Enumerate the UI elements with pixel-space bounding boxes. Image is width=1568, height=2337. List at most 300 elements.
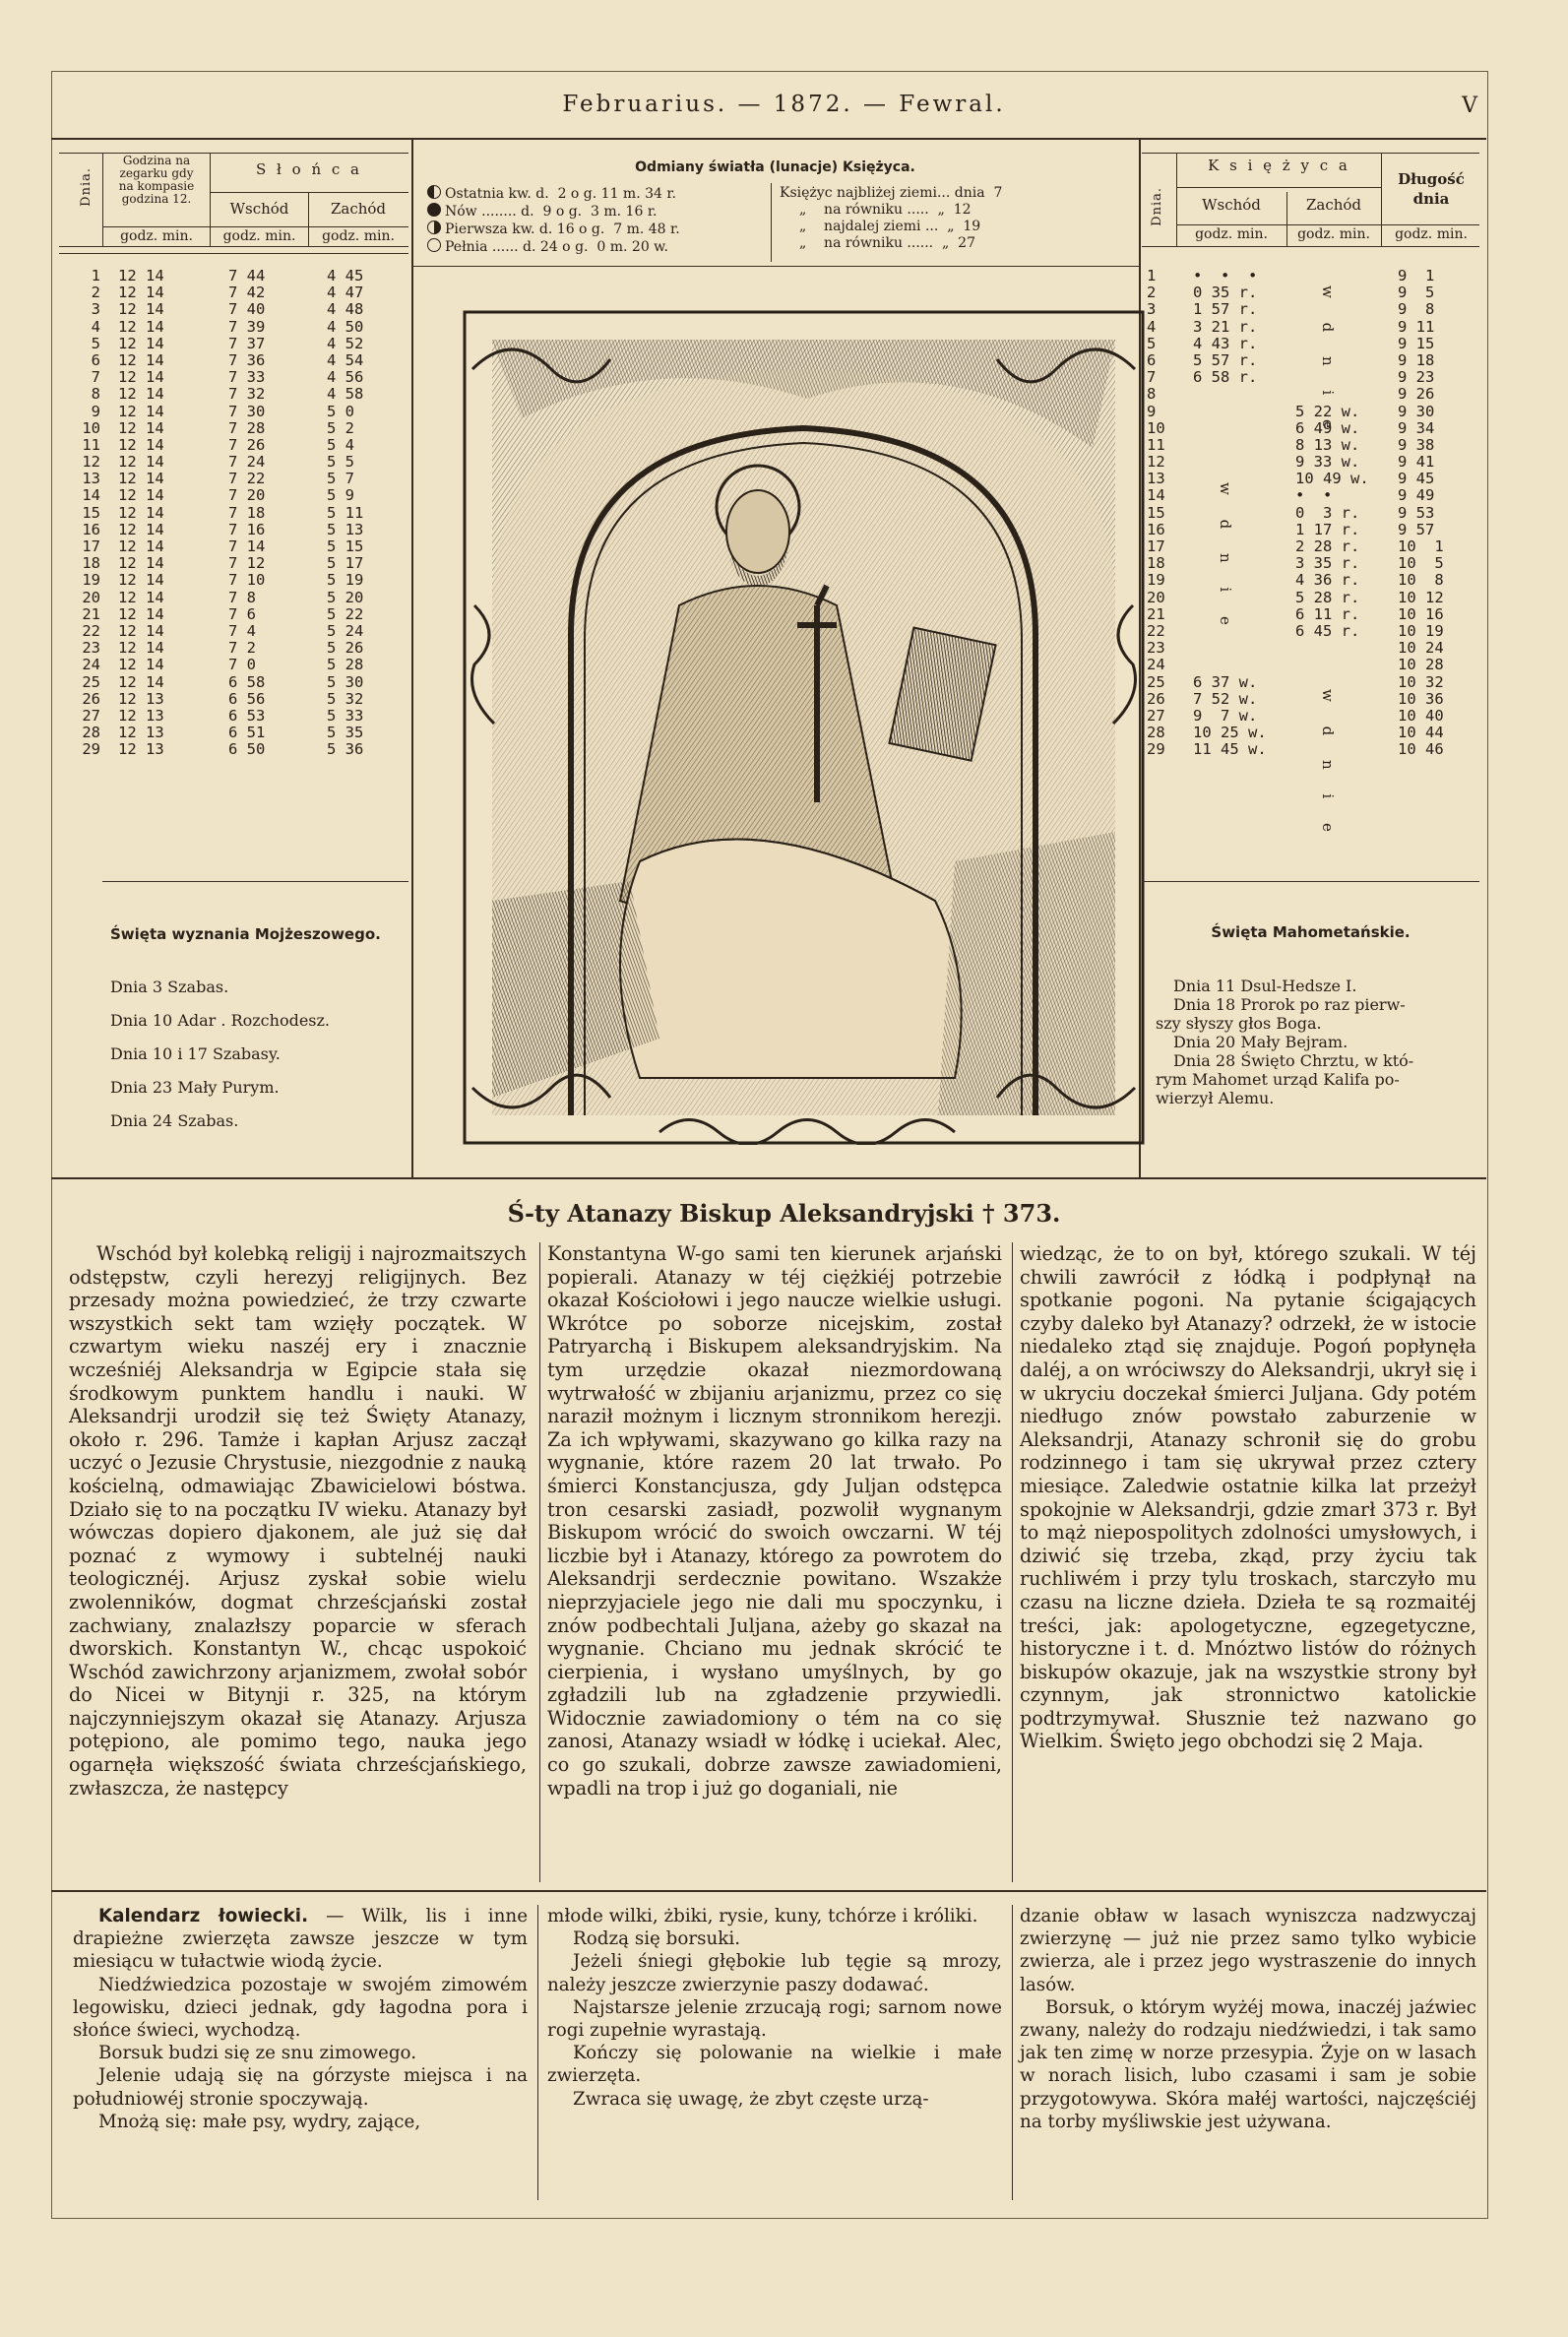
calendar-cell: 0 35 r.	[1193, 284, 1258, 302]
calendar-cell: 12	[82, 453, 100, 472]
calendar-cell	[1193, 555, 1282, 572]
calendar-cell: 4	[91, 317, 100, 336]
calendar-cell: 7	[91, 368, 100, 387]
calendar-cell: 16	[1147, 520, 1165, 538]
hunting-paragraph: Niedźwiedzica pozostaje w swojém zimowém legowisku, dzieci jednak, gdy łagodna pora i słońce świeci, wychodzą.	[73, 1974, 528, 2042]
calendar-cell: 6 11 r.	[1295, 604, 1360, 623]
calendar-cell: 3 35 r.	[1295, 554, 1360, 573]
lc-bottom-rule	[102, 881, 408, 882]
calendar-cell: 7 44	[228, 267, 266, 284]
calendar-cell: 12 13	[118, 689, 164, 708]
calendar-cell: 5 5	[327, 453, 354, 472]
calendar-cell: 5	[91, 334, 100, 352]
calendar-cell: 1 57 r.	[1193, 300, 1258, 319]
calendar-cell	[1295, 725, 1380, 741]
calendar-cell: 5 28	[327, 656, 364, 674]
lc-clock-column	[118, 268, 207, 758]
muslim-holiday: Dnia 20 Mały Bejram.	[1173, 1033, 1348, 1051]
calendar-cell: 28	[1147, 724, 1165, 742]
calendar-cell: 17	[1147, 537, 1165, 555]
calendar-cell: 20	[1147, 588, 1165, 606]
calendar-cell: 7 4	[228, 621, 256, 640]
calendar-cell: 7 39	[228, 317, 266, 336]
calendar-cell: 20	[82, 588, 100, 606]
calendar-cell: 12 14	[118, 300, 164, 319]
calendar-cell: 7 6	[228, 604, 256, 623]
calendar-cell	[1295, 268, 1380, 284]
calendar-cell: 13	[82, 470, 100, 488]
calendar-cell: 5 13	[327, 520, 364, 538]
calendar-cell: 6 58 r.	[1193, 368, 1258, 387]
moon-note: „ na równiku ..... „ 12	[799, 202, 972, 218]
rc-v3	[1381, 153, 1382, 246]
calendar-cell: 10 24	[1398, 639, 1444, 658]
calendar-cell: 21	[82, 604, 100, 623]
rc-length-header: Długość dnia	[1398, 170, 1465, 208]
calendar-cell: 5 19	[327, 571, 364, 590]
calendar-cell: 10 25 w.	[1193, 724, 1267, 742]
calendar-cell: 14	[82, 486, 100, 505]
moon-phase-new: Nów ........ d. 9 o g. 3 m. 16 r.	[427, 203, 680, 221]
muslim-holiday: wierzył Alemu.	[1156, 1089, 1275, 1107]
article-title: Ś-ty Atanazy Biskup Aleksandryjski † 373.	[507, 1199, 1061, 1228]
calendar-cell: 5 9	[327, 486, 354, 505]
calendar-cell	[1193, 640, 1282, 657]
calendar-cell: 7	[1147, 368, 1157, 387]
calendar-cell: 5 28 r.	[1295, 588, 1360, 606]
moon-note: „ najdalej ziemi ... „ 19	[799, 219, 981, 234]
rc-vertical-wdnie-2: w d n i e	[1217, 482, 1234, 635]
lc-day-header: Dnia.	[79, 167, 94, 207]
calendar-cell: 0 3 r.	[1295, 503, 1360, 522]
calendar-cell: 12 14	[118, 639, 164, 658]
calendar-cell: 10 28	[1398, 656, 1444, 674]
article-column-3	[1020, 1242, 1476, 1753]
calendar-cell: 23	[82, 639, 100, 658]
last-quarter-icon	[427, 185, 441, 199]
calendar-cell	[1193, 420, 1282, 437]
calendar-cell	[1193, 572, 1282, 589]
calendar-cell: 19	[1147, 571, 1165, 590]
calendar-cell: 21	[1147, 604, 1165, 623]
calendar-cell	[1193, 471, 1282, 487]
calendar-cell: 15	[1147, 503, 1165, 522]
calendar-cell: 29	[82, 740, 100, 759]
calendar-cell: 11	[1147, 435, 1165, 454]
calendar-cell: 5 4	[327, 435, 354, 454]
calendar-cell: 10 49 w.	[1295, 470, 1369, 488]
calendar-cell	[1295, 386, 1380, 403]
calendar-cell: 9 45	[1398, 470, 1435, 488]
calendar-cell: 12 14	[118, 520, 164, 538]
divider-left	[411, 140, 413, 1177]
calendar-cell: 6 56	[228, 689, 266, 708]
calendar-cell: 7 28	[228, 418, 266, 437]
calendar-bottom-rule	[51, 1177, 1486, 1179]
calendar-cell: 2	[1147, 284, 1157, 302]
calendar-cell: 7 37	[228, 334, 266, 352]
article-divider-1	[539, 1242, 540, 1882]
calendar-cell: 7 40	[228, 300, 266, 319]
calendar-cell: 5 11	[327, 503, 364, 522]
calendar-cell: 16	[82, 520, 100, 538]
calendar-cell	[1193, 657, 1282, 673]
calendar-cell	[1295, 691, 1380, 708]
moon-phase-full: Pełnia ...... d. 24 o g. 0 m. 20 w.	[427, 238, 680, 256]
calendar-cell: 12 14	[118, 588, 164, 606]
calendar-cell: 9 30	[1398, 402, 1435, 420]
muslim-holiday: Dnia 11 Dsul-Hedsze I.	[1173, 977, 1357, 995]
calendar-cell: 10	[1147, 418, 1165, 437]
calendar-cell: 9 33 w.	[1295, 453, 1360, 472]
jewish-holidays-title: Święta wyznania Mojżeszowego.	[110, 925, 381, 943]
calendar-cell: 7 36	[228, 350, 266, 369]
rc-unit-3: godz. min.	[1395, 226, 1468, 242]
calendar-cell: 4	[1147, 317, 1157, 336]
folio: V	[1462, 94, 1477, 118]
calendar-cell: 12 14	[118, 672, 164, 691]
calendar-cell: 12 14	[118, 571, 164, 590]
calendar-cell: 4 54	[327, 350, 364, 369]
calendar-cell	[1193, 522, 1282, 538]
calendar-cell: 1 17 r.	[1295, 520, 1360, 538]
hunting-top-rule	[51, 1890, 1486, 1892]
rc-rise-header: Wschód	[1202, 196, 1261, 214]
calendar-cell: 10 1	[1398, 537, 1444, 555]
rc-vertical-wdnie-3: w d n i e	[1319, 689, 1337, 842]
calendar-cell: 14	[1147, 486, 1165, 505]
calendar-cell: 10 46	[1398, 740, 1444, 759]
muslim-holiday: Dnia 28 Święto Chrztu, w któ-	[1173, 1051, 1414, 1070]
calendar-cell: 7 32	[228, 385, 266, 404]
lc-top	[59, 153, 408, 154]
calendar-cell: 12 14	[118, 418, 164, 437]
calendar-cell: 5 22	[327, 604, 364, 623]
moon-phase-list	[427, 185, 680, 256]
calendar-cell: 3 21 r.	[1193, 317, 1258, 336]
calendar-cell: 5 24	[327, 621, 364, 640]
calendar-cell	[1193, 386, 1282, 403]
calendar-cell: 5 30	[327, 672, 364, 691]
hunting-paragraph: dzanie obław w lasach wyniszcza nadzwyczaj zwierzynę — już nie przez samo tylko wybicie zwierza, ale i przez jego wystraszenie do innych lasów.	[1020, 1906, 1476, 1995]
calendar-cell: 5 20	[327, 588, 364, 606]
calendar-cell: 4 47	[327, 284, 364, 302]
hunting-paragraph: Kalendarz łowiecki. — Wilk, lis i inne drapieżne zwierzęta zawsze jeszcze w tym miesiącu w tułactwie wiodą życie.	[73, 1906, 529, 1973]
calendar-cell	[1193, 623, 1282, 640]
calendar-cell	[1295, 708, 1380, 725]
jewish-holiday: Dnia 10 i 17 Szabasy.	[110, 1044, 281, 1063]
calendar-cell: 27	[82, 706, 100, 725]
article-divider-2	[1012, 1242, 1013, 1882]
hunting-paragraph: Rodzą się borsuki.	[573, 1928, 741, 1950]
calendar-cell: 12 14	[118, 267, 164, 284]
calendar-cell: 9 53	[1398, 503, 1435, 522]
rc-head-bottom	[1142, 246, 1479, 247]
jewish-holidays-list	[110, 971, 330, 1138]
calendar-cell: 25	[1147, 672, 1165, 691]
calendar-cell: 5 2	[327, 418, 354, 437]
rc-unit-rule	[1176, 224, 1479, 225]
hunting-title: Kalendarz łowiecki.	[98, 1906, 309, 1926]
page-header: Februarius. — 1872. — Fewral.	[562, 92, 1006, 117]
hunting-paragraph: Jelenie udają się na górzyste miejsca i na południowéj stronie spoczywają.	[73, 2065, 528, 2110]
jewish-holiday: Dnia 3 Szabas.	[110, 978, 229, 996]
calendar-cell: 9 18	[1398, 350, 1435, 369]
calendar-cell: 10 5	[1398, 554, 1444, 573]
calendar-cell: 12 14	[118, 435, 164, 454]
calendar-cell: 5	[1147, 334, 1157, 352]
calendar-cell: 7 8	[228, 588, 256, 606]
rc-unit-2: godz. min.	[1297, 226, 1370, 242]
rc-bottom-rule	[1142, 881, 1479, 882]
calendar-cell: 7 42	[228, 284, 266, 302]
calendar-cell: 7 2	[228, 639, 256, 658]
lc-rise-column	[228, 268, 307, 758]
rc-day-column	[1147, 268, 1176, 758]
calendar-cell: 9 7 w.	[1193, 706, 1258, 725]
muslim-holidays-title: Święta Mahometańskie.	[1211, 923, 1411, 941]
calendar-cell	[1295, 319, 1380, 336]
calendar-cell: 7 20	[228, 486, 266, 505]
calendar-cell: 10 8	[1398, 571, 1444, 590]
calendar-cell: 9	[91, 402, 100, 420]
calendar-cell: 10 36	[1398, 689, 1444, 708]
calendar-cell: 13	[1147, 470, 1165, 488]
calendar-cell: 12 14	[118, 554, 164, 573]
muslim-holiday: Dnia 18 Prorok po raz pierw-	[1173, 995, 1406, 1014]
calendar-cell: 12 14	[118, 621, 164, 640]
article-column-2	[547, 1242, 1002, 1800]
calendar-cell: 22	[82, 621, 100, 640]
calendar-cell: 9 26	[1398, 385, 1435, 404]
calendar-cell	[1193, 454, 1282, 471]
calendar-cell: 6 45 r.	[1295, 621, 1360, 640]
calendar-cell: 5 32	[327, 689, 364, 708]
calendar-cell: 12 13	[118, 724, 164, 742]
calendar-cell: 7 10	[228, 571, 266, 590]
calendar-cell: 18	[82, 554, 100, 573]
calendar-cell	[1295, 657, 1380, 673]
lc-head-bottom2	[59, 253, 408, 254]
calendar-cell: 7 26	[228, 435, 266, 454]
hunting-column-1	[73, 1905, 528, 2133]
calendar-cell	[1295, 336, 1380, 352]
jewish-holiday: Dnia 24 Szabas.	[110, 1111, 239, 1130]
calendar-cell	[1193, 404, 1282, 420]
rc-moon-rule	[1176, 187, 1381, 188]
calendar-cell: 12 14	[118, 470, 164, 488]
calendar-cell: 17	[82, 537, 100, 555]
calendar-cell: • •	[1295, 486, 1333, 505]
rc-unit-1: godz. min.	[1195, 226, 1268, 242]
calendar-cell	[1295, 301, 1380, 318]
calendar-cell: 12 14	[118, 368, 164, 387]
calendar-cell: 26	[1147, 689, 1165, 708]
calendar-cell: 4 48	[327, 300, 364, 319]
calendar-cell	[1193, 538, 1282, 555]
calendar-cell: 5 22 w.	[1295, 402, 1360, 420]
calendar-cell: 5 26	[327, 639, 364, 658]
calendar-cell: 10 12	[1398, 588, 1444, 606]
calendar-cell: 7 14	[228, 537, 266, 555]
calendar-cell: 12 13	[118, 740, 164, 759]
calendar-cell: 3	[91, 300, 100, 319]
calendar-cell: 5 33	[327, 706, 364, 725]
new-moon-icon	[427, 203, 441, 217]
hunting-paragraph: Jeżeli śniegi głębokie lub tęgie są mrozy, należy jeszcze zwierzynie paszy dodawać.	[547, 1951, 1002, 1995]
hunting-divider-2	[1012, 1905, 1013, 2200]
hunting-paragraph: Mnożą się: małe psy, wydry, zające,	[98, 2111, 421, 2132]
calendar-cell: 7 30	[228, 402, 266, 420]
lc-unit-rule	[102, 226, 408, 227]
calendar-cell: 7 22	[228, 470, 266, 488]
muslim-holidays-list	[1156, 977, 1473, 1107]
calendar-cell: 7 18	[228, 503, 266, 522]
calendar-cell: 5 57 r.	[1193, 350, 1258, 369]
calendar-cell: 9 23	[1398, 368, 1435, 387]
lc-v1	[102, 153, 103, 246]
lc-unit-3: godz. min.	[322, 228, 395, 244]
calendar-cell: 6 37 w.	[1193, 672, 1258, 691]
calendar-cell: 15	[82, 503, 100, 522]
rc-vertical-wdnie-1: w d n i e	[1319, 285, 1337, 438]
first-quarter-icon	[427, 221, 441, 234]
lc-sun-rule	[210, 192, 408, 193]
calendar-cell	[1193, 505, 1282, 522]
hunting-paragraph: Borsuk, o którym wyżéj mowa, inaczéj jaźwiec zwany, należy do rodzaju niedźwiedzi, i tak samo jak ten zimę w norze przesypia. Żyje on w lasach w norach lisich, lubo czasami i sam je sobie przygotowywa. Skóra małéj wartości, najczęściéj na torby myśliwskie jest używana.	[1020, 1996, 1476, 2132]
moon-divider	[771, 183, 772, 262]
calendar-cell: 9 11	[1398, 317, 1435, 336]
calendar-cell: 10 40	[1398, 706, 1444, 725]
calendar-cell: 6 58	[228, 672, 266, 691]
hunting-paragraph: Zwraca się uwagę, że zbyt częste urzą-	[573, 2088, 929, 2110]
calendar-cell: 12 14	[118, 385, 164, 404]
calendar-cell: 12 13	[118, 706, 164, 725]
calendar-cell: 19	[82, 571, 100, 590]
lc-head-bottom	[59, 246, 408, 247]
calendar-cell: 9	[1147, 402, 1157, 420]
calendar-cell: 12	[1147, 453, 1165, 472]
calendar-cell: 12 14	[118, 537, 164, 555]
jewish-holiday: Dnia 10 Adar . Rozchodesz.	[110, 1011, 331, 1030]
header-rule	[51, 138, 1486, 140]
jewish-holiday: Dnia 23 Mały Purym.	[110, 1078, 280, 1097]
calendar-cell	[1193, 606, 1282, 623]
lc-clock-header: Godzina na zegarku gdy na kompasie godzina 12.	[118, 154, 195, 206]
rc-set-header: Zachód	[1305, 196, 1362, 214]
calendar-cell: 4 56	[327, 368, 364, 387]
calendar-cell: 27	[1147, 706, 1165, 725]
calendar-cell: 8 13 w.	[1295, 435, 1360, 454]
lc-day-column	[61, 268, 100, 758]
calendar-cell	[1295, 352, 1380, 369]
calendar-cell: 12 14	[118, 604, 164, 623]
hunting-divider-1	[537, 1905, 538, 2200]
calendar-cell: 12 14	[118, 656, 164, 674]
muslim-holiday: szy słyszy głos Boga.	[1156, 1014, 1322, 1033]
calendar-cell	[1295, 741, 1380, 758]
calendar-cell: 26	[82, 689, 100, 708]
rc-v1	[1176, 153, 1177, 246]
calendar-cell: 23	[1147, 639, 1165, 658]
calendar-cell: 25	[82, 672, 100, 691]
rc-rise-column	[1193, 268, 1282, 758]
calendar-cell	[1193, 437, 1282, 454]
calendar-cell: 4 43 r.	[1193, 334, 1258, 352]
calendar-cell: 3	[1147, 300, 1157, 319]
calendar-cell: 22	[1147, 621, 1165, 640]
saint-athanasius-engraving	[463, 310, 1145, 1145]
calendar-cell: 4 58	[327, 385, 364, 404]
calendar-cell: 10	[82, 418, 100, 437]
moon-bottom-rule	[413, 266, 1139, 267]
moon-phases-title: Odmiany światła (lunacje) Księżyca.	[635, 159, 915, 175]
calendar-cell: 2	[91, 284, 100, 302]
calendar-cell	[1295, 674, 1380, 691]
full-moon-icon	[427, 238, 441, 252]
calendar-cell: 5 36	[327, 740, 364, 759]
rc-length-column	[1398, 268, 1476, 758]
lc-set-column	[327, 268, 406, 758]
calendar-cell: 5 17	[327, 554, 364, 573]
moon-phase-first-quarter: Pierwsza kw. d. 16 o g. 7 m. 48 r.	[427, 221, 680, 238]
calendar-cell: 4 52	[327, 334, 364, 352]
calendar-cell: 18	[1147, 554, 1165, 573]
article-paragraph: Wschód był kolebką religij i najrozmaitszych odstępstw, czyli herezyj religijnych. Bez przesady można powiedzieć, że trzy czwarte wszystkich sekt tam wzięły początek. W czwartym wieku naszéj ery i znacznie wcześniéj Aleksandrja w Egipcie stała się środkowym punktem handlu i nauki. W Aleksandrji urodził się też Święty Atanazy, około r. 296. Tamże i kapłan Arjusz zaczął uczyć o Jezusie Chrystusie, niezgodnie z nauką kościelną, odmawiając Zbawicielowi bóstwa. Działo się to na początku IV wieku. Atanazy był wówczas dopiero djakonem, ale już się dał poznać z wymowy i subtelnéj nauki teologicznéj. Arjusz zyskał sobie wielu zwolenników, dogmat chrześcjański został zachwiany, znalazłszy poparcie w sferach dworskich. Konstantyn W., chcąc uspokoić Wschód zawichrzony arjanizmem, zwołał sobór do Nicei w Bitynji r. 325, na którym najczynniejszym okazał się Atanazy. Arjusza potępiono, ale pomimo tego, nauka jego ogarnęła większość świata chrześcjańskiego, zwłaszcza, że następcy	[69, 1242, 527, 1800]
moon-phase-last-quarter: Ostatnia kw. d. 2 o g. 11 m. 34 r.	[427, 185, 680, 203]
calendar-cell: 9 38	[1398, 435, 1435, 454]
calendar-cell: 7 0	[228, 656, 256, 674]
calendar-cell: 1	[1147, 267, 1157, 284]
hunting-paragraph: Borsuk budzi się ze snu zimowego.	[98, 2043, 417, 2064]
rc-set-column	[1295, 268, 1380, 758]
calendar-cell: 7 24	[228, 453, 266, 472]
calendar-cell: 29	[1147, 740, 1165, 759]
calendar-cell: 7 16	[228, 520, 266, 538]
calendar-cell: 10 32	[1398, 672, 1444, 691]
calendar-cell: 2 28 r.	[1295, 537, 1360, 555]
calendar-cell	[1193, 487, 1282, 504]
lc-sunset-header: Zachód	[330, 200, 387, 218]
rc-day-header: Dnia.	[1150, 187, 1164, 226]
calendar-cell	[1295, 640, 1380, 657]
calendar-cell: 10 44	[1398, 724, 1444, 742]
calendar-cell: 9 8	[1398, 300, 1435, 319]
moon-note: „ na równiku ...... „ 27	[799, 235, 975, 251]
calendar-cell: 4 45	[327, 267, 364, 284]
calendar-cell: 4 50	[327, 317, 364, 336]
calendar-cell: 24	[1147, 656, 1165, 674]
calendar-cell: 6 51	[228, 724, 266, 742]
calendar-cell: 9 57	[1398, 520, 1435, 538]
muslim-holiday: rym Mahomet urząd Kalifa po-	[1156, 1070, 1400, 1089]
calendar-cell: 7 52 w.	[1193, 689, 1258, 708]
rc-moon-header: K s i ę ż y c a	[1208, 157, 1350, 174]
calendar-cell: 1	[91, 267, 100, 284]
calendar-cell: 9 15	[1398, 334, 1435, 352]
lc-unit-1: godz. min.	[120, 228, 193, 244]
hunting-paragraph: Kończy się polowanie na wielkie i małe zwierzęta.	[547, 2043, 1002, 2087]
calendar-cell: 12 14	[118, 284, 164, 302]
calendar-cell	[1295, 284, 1380, 301]
calendar-cell: 6 50	[228, 740, 266, 759]
calendar-cell: 5 35	[327, 724, 364, 742]
article-paragraph: wiedząc, że to on był, którego szukali. W téj chwili zawrócił z łódką i podpłynął na spotkanie pogoni. Na pytanie ścigających czyby daleko był Atanazy? odrzekł, że w istocie niedaleko ztąd się znajduje. Pogoń popłynęła daléj, a on wróciwszy do Aleksandrji, ukrył się i w ukryciu doczekał śmierci Juljana. Gdy potém niedługo znów powstało zaburzenie w Aleksandrji, Atanazy schronił się do grobu rodzinnego i tam się ukrywał przez cztery miesiące. Zaledwie ostatnie kilka lat przeżył spokojnie w Aleksandrji, gdzie zmarł 373 r. Był to mąż niepospolitych zdolności umysłowych, i dziwić się trzeba, zkąd, przy życiu tak ruchliwém i przy tylu troskach, starczyło mu czasu na liczne dzieła. Dzieła te są rozmaitéj treści, jak: apologetyczne, egzegetyczne, historyczne i t. d. Mnóztwo listów do różnych biskupów okazuje, jak na wszystkie strony był czynnym, jak stronnictwo katolickie podtrzymywał. Słusznie też nazwano go Wielkim. Święto jego obchodzi się 2 Maja.	[1020, 1242, 1476, 1753]
calendar-cell: 7 33	[228, 368, 266, 387]
calendar-cell: 8	[1147, 385, 1157, 404]
calendar-cell: 9 49	[1398, 486, 1435, 505]
calendar-cell	[1193, 590, 1282, 606]
